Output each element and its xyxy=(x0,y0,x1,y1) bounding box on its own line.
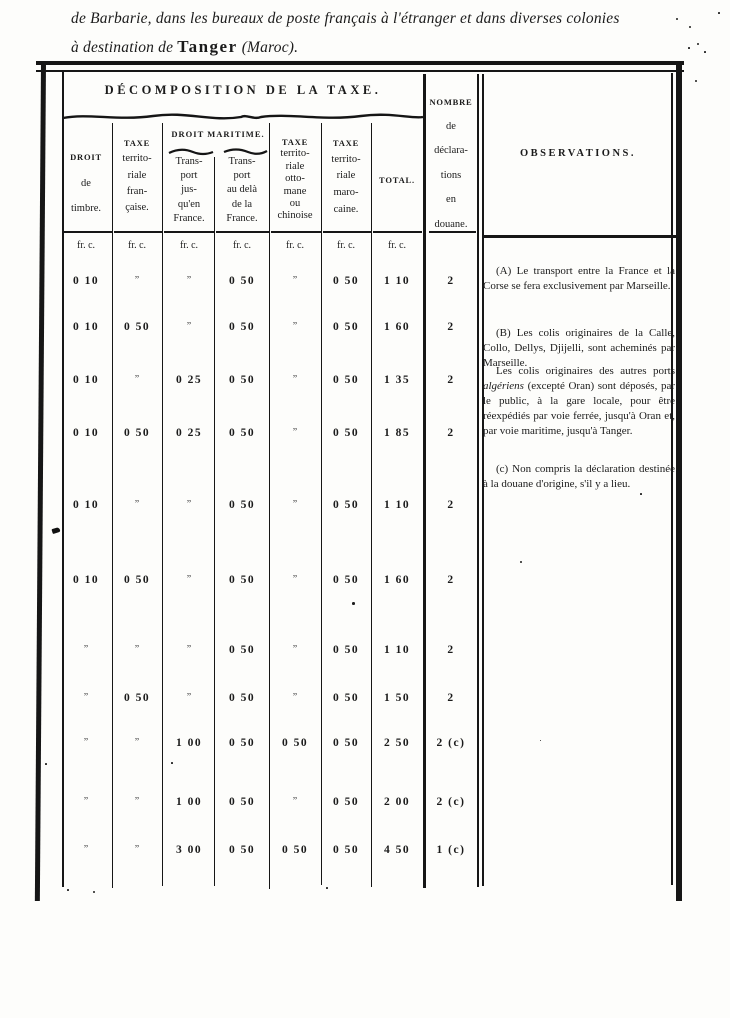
table-cell: 0 50 xyxy=(332,499,360,511)
unit-label: fr. c. xyxy=(76,240,96,251)
table-cell: ” xyxy=(292,374,298,385)
table-cell: 0 10 xyxy=(72,574,100,586)
column-header-line: riale xyxy=(336,170,356,182)
table-cell: 0 50 xyxy=(228,427,256,439)
table-cell: ” xyxy=(83,644,89,655)
table-cell: ” xyxy=(292,796,298,807)
observation-note: Les colis originaires des autres ports algériens (excepté Oran) sont déposés, par le public, à la gare locale, pour être réexpédiés par voie ferrée, jusqu'à Oran et, par voie maritime, jusqu'à Tanger. xyxy=(483,365,675,437)
margin-ink-mark xyxy=(51,527,60,534)
table-cell: 0 50 xyxy=(332,427,360,439)
scan-speck xyxy=(697,43,699,45)
cell-nombre: 2 xyxy=(447,644,455,656)
column-header-taxe-francaise xyxy=(122,135,151,216)
column-header-line: jus- xyxy=(181,184,197,196)
column-header-line: TOTAL. xyxy=(379,175,415,185)
column-header-line: fran- xyxy=(126,185,148,197)
column-header-line: riale xyxy=(285,160,305,172)
column-header-line: de xyxy=(81,177,91,189)
scan-speck xyxy=(640,493,642,495)
unit-label: fr. c. xyxy=(336,240,356,251)
header-separator-rule xyxy=(216,231,269,233)
observation-note-label: (B) xyxy=(496,327,517,339)
column-header-line: Trans- xyxy=(175,156,203,167)
table-cell: 0 50 xyxy=(228,374,256,386)
column-divider xyxy=(214,157,215,886)
intro-line-2-suffix: (Maroc). xyxy=(237,39,299,56)
header-separator-rule xyxy=(373,231,422,233)
unit-label: fr. c. xyxy=(179,240,199,251)
table-cell: ” xyxy=(134,374,140,385)
column-header-taxe-ottomane xyxy=(278,136,313,223)
table-cell: 0 50 xyxy=(228,737,256,749)
header-separator-rule xyxy=(323,231,371,233)
table-cell: 1 10 xyxy=(383,275,411,287)
column-header-line: France. xyxy=(226,212,258,224)
table-cell: 0 50 xyxy=(123,321,151,333)
column-header-line: qu'en xyxy=(177,198,201,210)
table-cell: 4 50 xyxy=(383,844,411,856)
observations-separator-rule xyxy=(484,235,681,238)
scan-speck xyxy=(45,763,47,765)
intro-paragraph xyxy=(71,5,681,62)
table-border-top-outer xyxy=(36,61,684,65)
column-header-line: caine. xyxy=(333,203,359,215)
column-header-line: DROIT xyxy=(70,152,102,162)
destination-name: Tanger xyxy=(177,37,238,56)
observations-header: OBSERVATIONS. xyxy=(519,148,637,159)
observation-note: (A) Le transport entre la France et la Corse se fera exclusivement par Marseille. xyxy=(483,265,675,292)
total-nombre-divider xyxy=(423,74,426,888)
table-cell: 1 00 xyxy=(175,737,203,749)
scan-speck xyxy=(540,740,541,741)
column-divider xyxy=(371,123,372,887)
column-header-line: çaise. xyxy=(125,202,149,214)
table-cell: ” xyxy=(292,275,298,286)
table-border-right-outer xyxy=(676,61,682,901)
table-cell: 1 10 xyxy=(383,644,411,656)
column-header-line: mane xyxy=(283,185,307,197)
column-header-line: tions xyxy=(440,169,462,181)
column-divider xyxy=(112,123,113,888)
header-separator-rule xyxy=(63,231,112,233)
table-cell: ” xyxy=(186,644,192,655)
column-header-line: NOMBRE xyxy=(429,97,473,107)
column-header-line: territo- xyxy=(331,153,361,165)
table-cell: 0 50 xyxy=(228,321,256,333)
table-cell: 0 50 xyxy=(281,844,309,856)
table-border-left-outer xyxy=(35,63,46,901)
table-cell: ” xyxy=(292,499,298,510)
table-cell: 3 00 xyxy=(175,844,203,856)
cell-nombre: 2 xyxy=(447,499,455,511)
intro-line-2-prefix: à destination de xyxy=(71,39,178,56)
table-cell: 0 10 xyxy=(72,499,100,511)
table-cell: ” xyxy=(292,574,298,585)
column-header-line: douane. xyxy=(434,218,468,230)
table-cell: 1 00 xyxy=(175,796,203,808)
table-cell: ” xyxy=(292,644,298,655)
table-cell: ” xyxy=(83,737,89,748)
table-cell: 0 50 xyxy=(332,692,360,704)
cell-nombre: 2 (c) xyxy=(436,796,466,808)
table-cell: 0 50 xyxy=(228,692,256,704)
table-cell: 0 25 xyxy=(175,427,203,439)
table-cell: 0 50 xyxy=(332,737,360,749)
scan-speck xyxy=(688,47,690,49)
scan-speck xyxy=(520,561,522,563)
table-cell: 0 50 xyxy=(228,644,256,656)
column-header-line: France. xyxy=(173,212,205,224)
table-cell: ” xyxy=(292,321,298,332)
column-header-line: ou xyxy=(289,198,301,210)
table-cell: 2 00 xyxy=(383,796,411,808)
cell-nombre: 2 (c) xyxy=(436,737,466,749)
table-cell: ” xyxy=(134,796,140,807)
cell-nombre: 2 xyxy=(447,275,455,287)
table-cell: 0 50 xyxy=(332,644,360,656)
column-header-line: territo- xyxy=(280,148,310,160)
column-header-nombre-declarations xyxy=(429,90,472,237)
table-cell: 0 50 xyxy=(332,574,360,586)
nombre-obs-divider-a xyxy=(477,74,479,887)
table-cell: 0 50 xyxy=(332,796,360,808)
scan-speck xyxy=(676,18,678,20)
column-header-line: de la xyxy=(231,198,253,210)
column-header-line: chinoise xyxy=(277,210,313,222)
table-cell: 0 10 xyxy=(72,374,100,386)
table-border-top-inner xyxy=(36,70,684,72)
table-cell: ” xyxy=(186,275,192,286)
table-cell: 2 50 xyxy=(383,737,411,749)
table-cell: ” xyxy=(292,692,298,703)
scan-speck xyxy=(93,891,95,893)
table-border-left-inner xyxy=(62,72,64,887)
table-cell: ” xyxy=(134,275,140,286)
table-cell: 0 10 xyxy=(72,427,100,439)
column-header-line: territo- xyxy=(122,153,152,165)
table-cell: ” xyxy=(83,796,89,807)
unit-label: fr. c. xyxy=(285,240,305,251)
column-header-line: otto- xyxy=(285,173,305,185)
cell-nombre: 1 (c) xyxy=(436,844,466,856)
column-header-line: TAXE xyxy=(123,138,151,148)
column-header-line: au delà xyxy=(226,184,258,196)
title-underline-squiggle xyxy=(61,110,425,124)
table-cell: 0 10 xyxy=(72,321,100,333)
column-header-taxe-marocaine xyxy=(331,135,360,219)
maritime-group-header: DROIT MARITIME. xyxy=(171,129,265,139)
table-cell: ” xyxy=(83,844,89,855)
observation-italic-word: algériens xyxy=(483,380,524,392)
header-separator-rule xyxy=(164,231,214,233)
unit-label: fr. c. xyxy=(232,240,252,251)
table-cell: 0 50 xyxy=(332,275,360,287)
header-separator-rule xyxy=(271,231,321,233)
unit-label: fr. c. xyxy=(387,240,407,251)
intro-line-1: de Barbarie, dans les bureaux de poste français à l'étranger et dans diverses colonies xyxy=(71,10,620,27)
table-cell: 0 25 xyxy=(175,374,203,386)
table-cell: 0 50 xyxy=(281,737,309,749)
column-header-line: port xyxy=(233,170,251,182)
column-header-line: de xyxy=(446,120,456,132)
scan-speck xyxy=(67,889,69,891)
column-header-line: en xyxy=(446,194,456,205)
scan-speck xyxy=(695,80,697,82)
column-header-line: déclara- xyxy=(434,145,468,156)
scan-speck xyxy=(689,26,691,28)
table-cell: 1 60 xyxy=(383,574,411,586)
observation-note: (B) Les colis originaires de la Calle, Collo, Dellys, Djijelli, sont acheminés par Marseille. xyxy=(483,327,676,369)
table-cell: 0 50 xyxy=(332,374,360,386)
table-cell: ” xyxy=(134,844,140,855)
scan-speck xyxy=(352,602,355,605)
scan-speck xyxy=(704,51,706,53)
column-header-line: TAXE xyxy=(281,137,309,147)
table-cell: 1 10 xyxy=(383,499,411,511)
table-cell: 0 50 xyxy=(332,844,360,856)
column-header-line: riale xyxy=(127,169,147,181)
table-cell: 0 50 xyxy=(123,427,151,439)
table-cell: ” xyxy=(186,574,192,585)
table-cell: 1 35 xyxy=(383,374,411,386)
scan-speck xyxy=(718,12,720,14)
cell-nombre: 2 xyxy=(447,692,455,704)
unit-label: fr. c. xyxy=(127,240,147,251)
observation-note-label: (c) xyxy=(496,463,513,475)
table-cell: ” xyxy=(134,499,140,510)
column-header-line: maro- xyxy=(333,187,359,199)
column-header-transport-au-dela xyxy=(226,155,257,226)
observation-note-label: (A) xyxy=(496,265,517,277)
column-header-line: Trans- xyxy=(228,156,256,167)
table-cell: ” xyxy=(186,499,192,510)
table-cell: 0 50 xyxy=(228,796,256,808)
table-cell: ” xyxy=(186,321,192,332)
table-cell: 0 50 xyxy=(123,574,151,586)
table-cell: ” xyxy=(292,427,298,438)
column-header-transport-jusqu-france xyxy=(173,155,204,226)
table-cell: ” xyxy=(83,692,89,703)
cell-nombre: 2 xyxy=(447,374,455,386)
column-divider xyxy=(269,123,270,889)
column-header-line: timbre. xyxy=(70,203,102,214)
column-header-line: TAXE xyxy=(332,138,360,148)
table-cell: 1 50 xyxy=(383,692,411,704)
table-cell: ” xyxy=(186,692,192,703)
table-cell: 0 50 xyxy=(228,844,256,856)
column-header-line: port xyxy=(180,170,198,182)
scan-speck xyxy=(171,762,173,764)
observation-note: (c) Non compris la déclaration destinée à la douane d'origine, s'il y a lieu. xyxy=(483,463,675,490)
column-header-droit-timbre xyxy=(70,145,102,222)
table-cell: 0 50 xyxy=(332,321,360,333)
table-title: DÉCOMPOSITION DE LA TAXE. xyxy=(104,83,382,97)
table-cell: 0 10 xyxy=(72,275,100,287)
table-cell: 0 50 xyxy=(123,692,151,704)
table-cell: 1 85 xyxy=(383,427,411,439)
column-divider xyxy=(321,123,322,885)
header-separator-rule xyxy=(114,231,162,233)
scan-speck xyxy=(326,887,328,889)
table-cell: ” xyxy=(134,737,140,748)
table-cell: 0 50 xyxy=(228,574,256,586)
cell-nombre: 2 xyxy=(447,321,455,333)
table-cell: ” xyxy=(134,644,140,655)
table-cell: 0 50 xyxy=(228,275,256,287)
cell-nombre: 2 xyxy=(447,427,455,439)
table-cell: 1 60 xyxy=(383,321,411,333)
table-cell: 0 50 xyxy=(228,499,256,511)
cell-nombre: 2 xyxy=(447,574,455,586)
column-divider xyxy=(162,123,163,886)
column-header-total xyxy=(379,173,415,187)
